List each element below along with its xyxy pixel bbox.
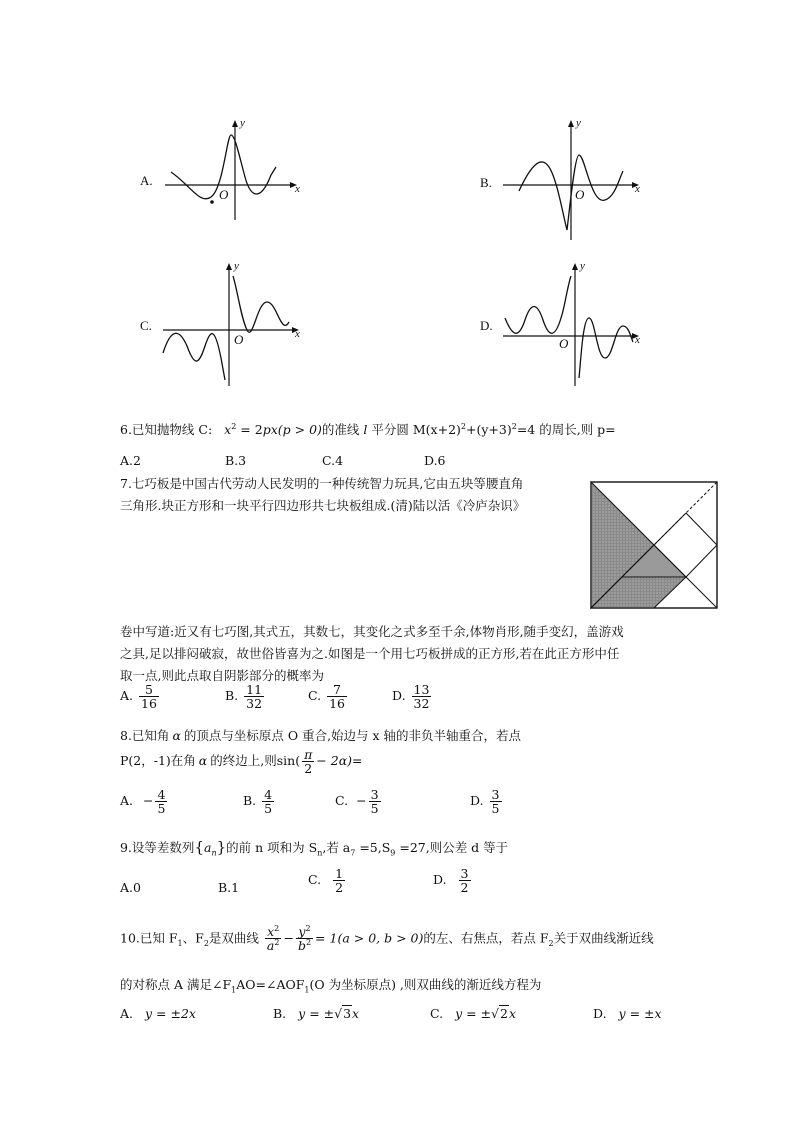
graph-d-x: x bbox=[635, 334, 640, 346]
graph-c-x: x bbox=[295, 328, 300, 340]
q10-option-d: D. y = ±x bbox=[593, 1006, 662, 1021]
graph-b-y: y bbox=[576, 117, 581, 129]
graph-c bbox=[135, 258, 310, 390]
q8-line-2: P(2，-1)在角 α 的终边上,则sin( $\frac{\pi}{2}$ − 2α)= bbox=[120, 747, 363, 777]
q8-option-d: D. $\frac{3}{5}$ bbox=[470, 787, 500, 817]
q7-option-b: B. $\frac{11}{32}$ bbox=[225, 682, 263, 712]
q8-line-1: 8.已知角 α 的顶点与坐标原点 O 重合,始边与 x 轴的非负半轴重合，若点 bbox=[120, 728, 522, 743]
graph-c-o: O bbox=[234, 332, 244, 347]
q7-line-2: 三角形.块正方形和一块平行四边形共七块板组成.(清)陆以活《冷庐杂识》 bbox=[120, 498, 526, 513]
q10-option-a: A. y = ±2x bbox=[120, 1006, 196, 1021]
graph-a-y: y bbox=[240, 117, 245, 129]
q7-line-4: 之具,足以排闷破寂，故世俗皆喜为之.如图是一个用七巧板拼成的正方形,若在此正方形中任 bbox=[120, 646, 620, 661]
q9-option-b: B.1 bbox=[218, 880, 240, 895]
graph-a-x: x bbox=[295, 183, 300, 195]
q10-line-1: 10.已知 $F_1$、$F_2$是双曲线 $\frac{x^2}{a^2}$ − $\frac{y^2}{b^2}$ = 1(a > 0, b > 0)的左、右焦点，若点 $F_2$关于双曲线渐近线 bbox=[120, 924, 654, 954]
graph-c-label: C. bbox=[140, 318, 152, 333]
graph-d-label: D. bbox=[480, 318, 493, 333]
graph-d-y: y bbox=[580, 260, 585, 272]
graph-a bbox=[135, 115, 310, 225]
tangram-figure bbox=[590, 481, 720, 611]
q9-stem: 9.设等差数列$\{a_n\}$的前 n 项和为 $S_n$,若 $a_7 =5,S_9 =27$,则公差 d 等于 bbox=[120, 838, 509, 858]
q7-option-d: D. $\frac{13}{32}$ bbox=[392, 682, 430, 712]
q9-option-a: A.0 bbox=[120, 880, 141, 895]
graph-b-label: B. bbox=[480, 175, 492, 190]
graph-b bbox=[475, 115, 650, 245]
q9-option-c: C. $\frac{1}{2}$ bbox=[308, 866, 344, 896]
graph-d-plot bbox=[475, 258, 650, 390]
q6-option-a: A.2 bbox=[120, 453, 141, 468]
q7-option-a: A. $\frac{5}{16}$ bbox=[120, 682, 157, 712]
graph-d-o: O bbox=[559, 336, 569, 351]
graph-a-o: O bbox=[219, 187, 229, 202]
graph-b-plot bbox=[475, 115, 650, 245]
graph-c-plot bbox=[135, 258, 310, 390]
q6-option-d: D.6 bbox=[424, 453, 446, 468]
q10-option-c: C. y = ±√2x bbox=[430, 1006, 517, 1021]
q7-line-3: 卷中写道:近又有七巧图,其式五，其数七，其变化之式多至千余,体物肖形,随手变幻，盖游戏 bbox=[120, 624, 624, 639]
q6-stem: 6.已知抛物线 C: $x^2 = 2px(p > 0)$的准线 l 平分圆 $M(x+2)^2+(y+3)^2=4$ 的周长,则 p= bbox=[120, 421, 616, 437]
q7-line-5: 取一点,则此点取自阴影部分的概率为 bbox=[120, 668, 324, 683]
graph-c-y: y bbox=[234, 260, 239, 272]
q6-option-b: B.3 bbox=[225, 453, 247, 468]
q8-option-b: B. $\frac{4}{5}$ bbox=[243, 787, 273, 817]
q10-line-2: 的对称点 A 满足$\angle F_1AO=\angle AOF_1(O$ 为坐标原点) ,则双曲线的渐近线方程为 bbox=[120, 977, 542, 995]
graph-d bbox=[475, 258, 650, 390]
q7-option-c: C. $\frac{7}{16}$ bbox=[308, 682, 345, 712]
q7-line-1: 7.七巧板是中国古代劳动人民发明的一种传统智力玩具,它由五块等腰直角 bbox=[120, 476, 524, 491]
graph-a-label: A. bbox=[140, 173, 153, 188]
q6-option-c: C.4 bbox=[322, 453, 344, 468]
q9-option-d: D. $\frac{3}{2}$ bbox=[433, 866, 469, 896]
q10-option-b: B. y = ±√3x bbox=[273, 1006, 360, 1021]
graph-b-x: x bbox=[635, 183, 640, 195]
q8-option-c: C. − $\frac{3}{5}$ bbox=[335, 787, 379, 817]
q8-option-a: A. − $\frac{4}{5}$ bbox=[120, 787, 166, 817]
graph-a-plot bbox=[135, 115, 310, 225]
graph-b-o: O bbox=[575, 187, 585, 202]
